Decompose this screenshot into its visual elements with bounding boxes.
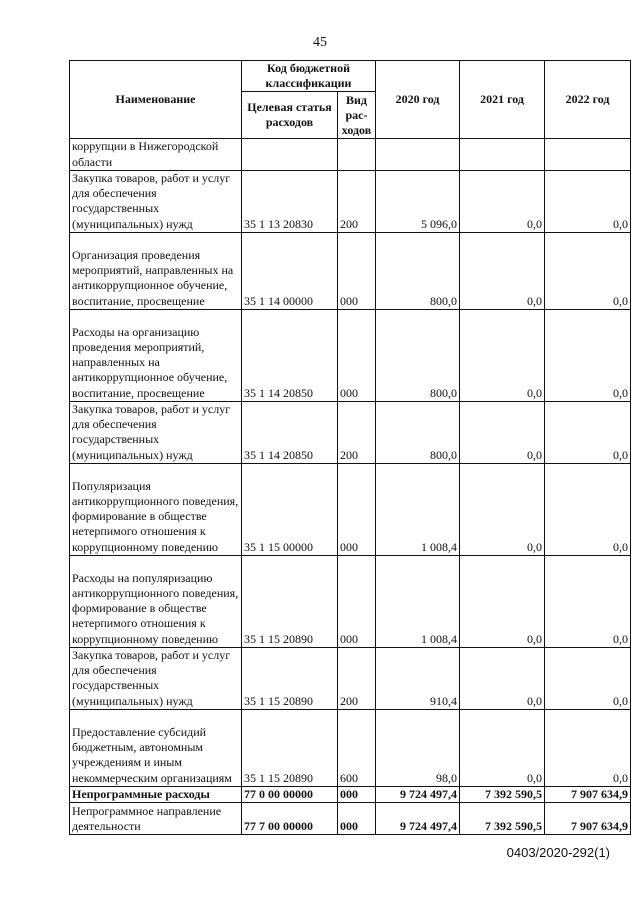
header-target-article: Целевая статья расходов [242, 92, 338, 139]
row-value-2020: 800,0 [376, 309, 460, 401]
row-expense-type: 000 [338, 463, 376, 555]
row-name: Закупка товаров, работ и услуг для обеспечения государственных (муниципальных) нужд [70, 401, 242, 463]
table-row [70, 309, 631, 401]
header-expense-type: Вид рас-ходов [338, 92, 376, 139]
row-value-2022: 7 907 634,9 [545, 803, 631, 835]
row-value-2021: 0,0 [460, 170, 545, 232]
page-number: 45 [313, 35, 327, 50]
row-target-article: 35 1 15 20890 [242, 647, 338, 709]
row-expense-type: 200 [338, 401, 376, 463]
row-name: Предоставление субсидий бюджетным, автономным учреждениям и иным некоммерческим организациям [70, 709, 242, 786]
row-value-2022: 0,0 [545, 309, 631, 401]
row-target-article: 35 1 14 00000 [242, 232, 338, 309]
row-expense-type [338, 139, 376, 170]
row-value-2020: 910,4 [376, 647, 460, 709]
row-target-article: 77 0 00 00000 [242, 786, 338, 802]
row-value-2022: 7 907 634,9 [545, 786, 631, 802]
document-code: 0403/2020-292(1) [506, 845, 610, 860]
row-value-2020: 9 724 497,4 [376, 786, 460, 802]
row-value-2022 [545, 139, 631, 170]
row-value-2020: 98,0 [376, 709, 460, 786]
row-name: Закупка товаров, работ и услуг для обеспечения государственных (муниципальных) нужд [70, 170, 242, 232]
row-expense-type: 000 [338, 803, 376, 835]
row-value-2020: 800,0 [376, 232, 460, 309]
row-value-2022: 0,0 [545, 170, 631, 232]
row-name: Организация проведения мероприятий, направленных на антикоррупционное обучение, воспитание, просвещение [70, 232, 242, 309]
row-value-2021: 7 392 590,5 [460, 786, 545, 802]
table-row [70, 709, 631, 786]
row-value-2022: 0,0 [545, 463, 631, 555]
table-row [70, 463, 631, 555]
row-value-2021: 0,0 [460, 463, 545, 555]
row-expense-type: 000 [338, 309, 376, 401]
row-value-2021: 0,0 [460, 555, 545, 647]
table-row [70, 232, 631, 309]
header-name: Наименование [70, 61, 242, 139]
table-row [70, 139, 631, 170]
row-target-article: 35 1 15 20890 [242, 709, 338, 786]
header-2022: 2022 год [545, 61, 631, 139]
row-expense-type: 000 [338, 232, 376, 309]
row-expense-type: 200 [338, 170, 376, 232]
table-row [70, 170, 631, 232]
row-name: коррупции в Нижегородской области [70, 139, 242, 170]
row-target-article: 35 1 13 20830 [242, 170, 338, 232]
row-value-2021 [460, 139, 545, 170]
row-name: Расходы на организацию проведения мероприятий, направленных на антикоррупционное обучение, воспитание, просвещение [70, 309, 242, 401]
row-value-2022: 0,0 [545, 232, 631, 309]
table-row [70, 786, 631, 802]
row-value-2020: 9 724 497,4 [376, 803, 460, 835]
row-name: Непрограммное направление деятельности [70, 803, 242, 835]
row-value-2021: 0,0 [460, 709, 545, 786]
row-expense-type: 600 [338, 709, 376, 786]
row-name: Непрограммные расходы [70, 786, 242, 802]
row-target-article: 77 7 00 00000 [242, 803, 338, 835]
header-code-group: Код бюджетной классификации [242, 61, 376, 92]
row-value-2021: 0,0 [460, 647, 545, 709]
row-value-2022: 0,0 [545, 709, 631, 786]
row-target-article: 35 1 15 00000 [242, 463, 338, 555]
row-name: Популяризация антикоррупционного поведения, формирование в обществе нетерпимого отношения к коррупционному поведению [70, 463, 242, 555]
row-value-2021: 7 392 590,5 [460, 803, 545, 835]
table-row [70, 647, 631, 709]
table-row [70, 555, 631, 647]
row-target-article: 35 1 15 20890 [242, 555, 338, 647]
row-value-2022: 0,0 [545, 647, 631, 709]
row-target-article: 35 1 14 20850 [242, 309, 338, 401]
row-value-2020 [376, 139, 460, 170]
row-target-article: 35 1 14 20850 [242, 401, 338, 463]
row-value-2022: 0,0 [545, 555, 631, 647]
budget-table [69, 60, 631, 835]
row-name: Закупка товаров, работ и услуг для обеспечения государственных (муниципальных) нужд [70, 647, 242, 709]
row-value-2021: 0,0 [460, 401, 545, 463]
row-value-2020: 800,0 [376, 401, 460, 463]
row-value-2020: 1 008,4 [376, 555, 460, 647]
table-row [70, 401, 631, 463]
row-value-2020: 1 008,4 [376, 463, 460, 555]
row-name: Расходы на популяризацию антикоррупционного поведения, формирование в обществе нетерпимого отношения к коррупционному поведению [70, 555, 242, 647]
header-2021: 2021 год [460, 61, 545, 139]
table-row [70, 803, 631, 835]
row-value-2021: 0,0 [460, 309, 545, 401]
row-target-article [242, 139, 338, 170]
row-expense-type: 200 [338, 647, 376, 709]
row-expense-type: 000 [338, 786, 376, 802]
row-value-2021: 0,0 [460, 232, 545, 309]
header-2020: 2020 год [376, 61, 460, 139]
row-value-2020: 5 096,0 [376, 170, 460, 232]
row-value-2022: 0,0 [545, 401, 631, 463]
row-expense-type: 000 [338, 555, 376, 647]
